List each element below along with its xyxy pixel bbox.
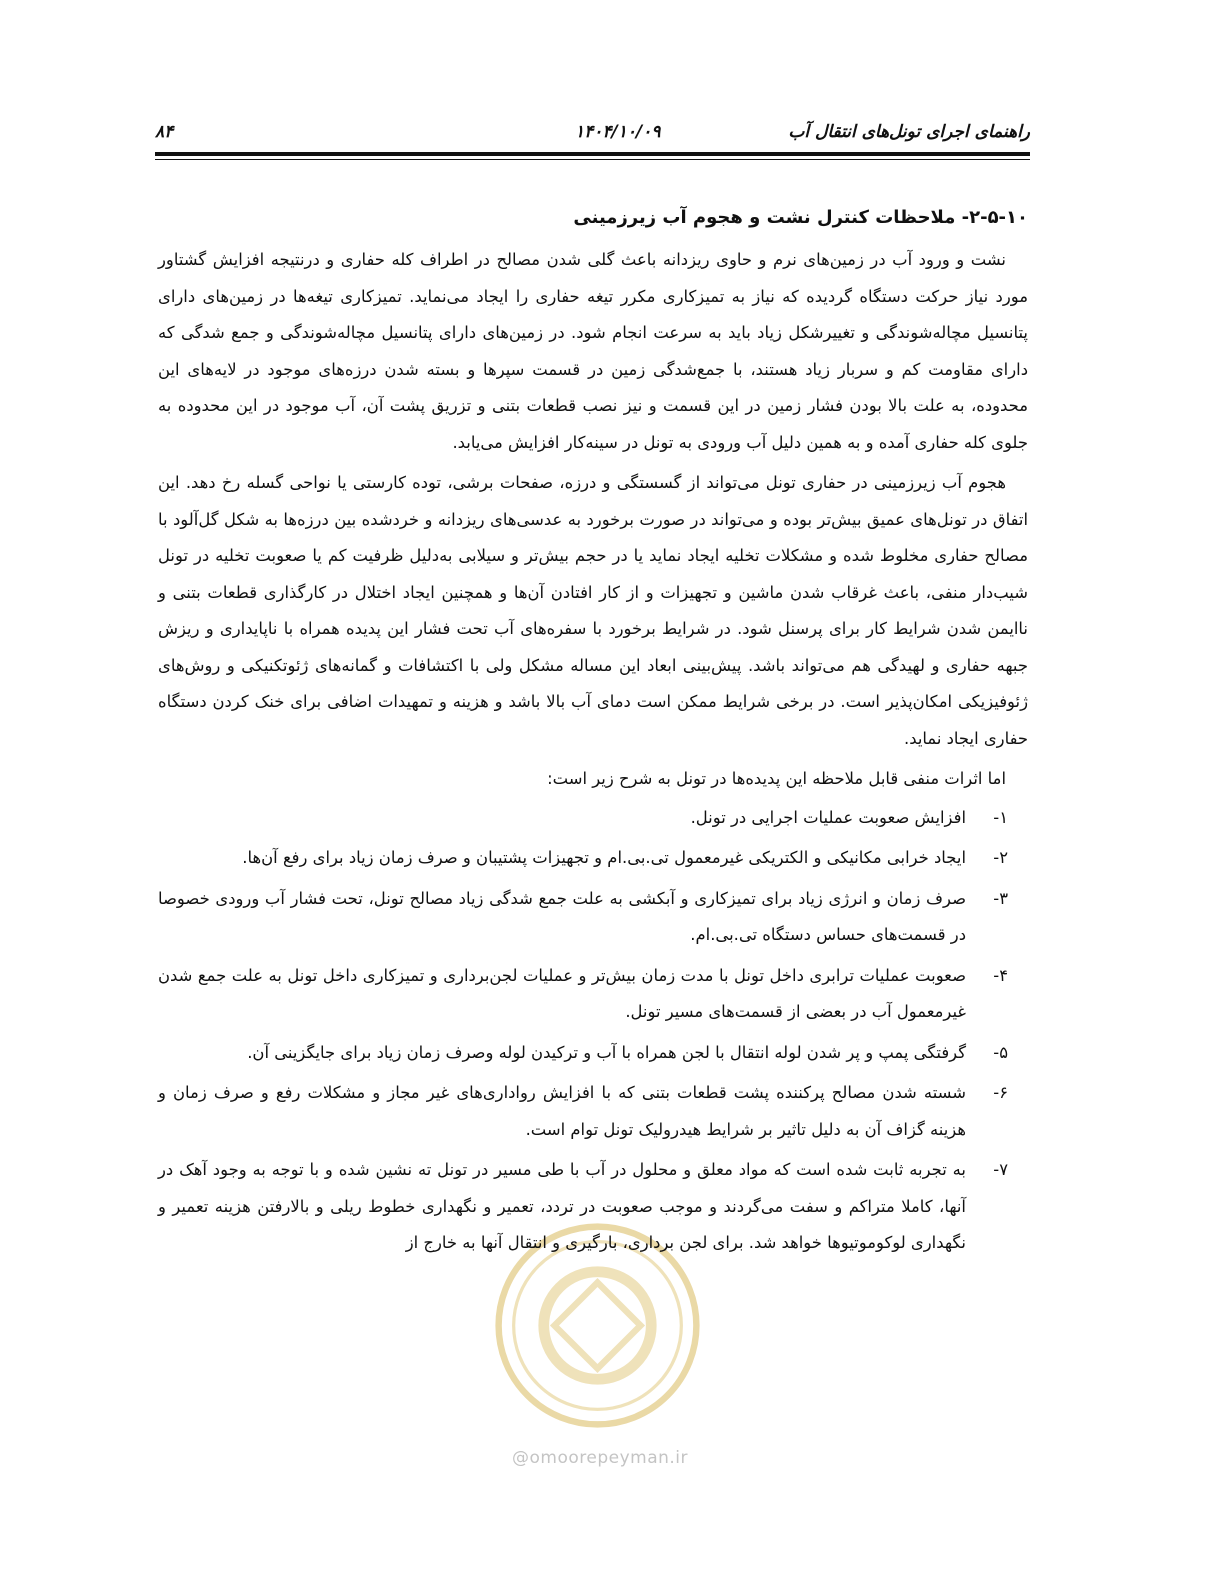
list-item-number: ۳- [993, 888, 1008, 908]
section-heading: ۲-۵-۱۰- ملاحظات کنترل نشت و هجوم آب زیرزمینی [573, 207, 1028, 228]
paragraph: هجوم آب زیرزمینی در حفاری تونل می‌تواند از گسستگی و درزه، صفحات برشی، توده کارستی یا نواحی گسله رخ دهد. این اتفاق در تونل‌های عمیق بیش‌تر بوده و می‌تواند در صورت برخورد به عدسی‌های ریزدانه و خردشده بین درزه‌ها به شکل گل‌آلود با مصالح حفاری مخلوط شده و مشکلات تخلیه ایجاد نماید یا در حجم بیش‌تر و سیلابی به‌دلیل ظرفیت کم یا صعوبت تخلیه در تونل شیب‌دار منفی، باعث غرقاب شدن ماشین و تجهیزات و از کار افتادن آن‌ها و همچنین ایجاد اختلال در کارگذاری قطعات بتنی و ناایمن شدن شرایط کار برای پرسنل شود. در شرایط برخورد با سفره‌های آب تحت فشار این پدیده همراه با ناپایداری و ریزش جبهه حفاری و لهیدگی هم می‌تواند باشد. پیش‌بینی ابعاد این مساله مشکل ولی با اکتشافات و گمانه‌های ژئوتکنیکی و روش‌های ژئوفیزیکی امکان‌پذیر است. در برخی شرایط ممکن است دمای آب بالا باشد و هزینه و تمهیدات اضافی برای خنک کردن دستگاه حفاری ایجاد نماید. [158, 473, 1028, 748]
list-item [158, 881, 1028, 954]
list-item-text: ایجاد خرابی مکانیکی و الکتریکی غیرمعمول تی.بی.ام و تجهیزات پشتیبان و صرف زمان زیاد برای رفع آن‌ها. [242, 848, 966, 867]
list-item-text: به تجربه ثابت شده است که مواد معلق و محلول در آب با طی مسیر در تونل ته نشین شده و با توجه به وجود آهک در آنها، کاملا متراکم و سفت می‌گردند و موجب صعوبت در تردد، تعمیر و نگهداری خطوط ریلی و بالارفتن هزینه تعمیر و نگهداری لوکوموتیوها خواهد شد. برای لجن برداری، بارگیری و انتقال آنها به خارج از [158, 1160, 966, 1252]
effects-list [158, 800, 1028, 1262]
list-item-text: صعوبت عملیات ترابری داخل تونل با مدت زمان بیش‌تر و عملیات لجن‌برداری و تمیزکاری داخل تونل به علت جمع شدن غیرمعمول آب در بعضی از قسمت‌های مسیر تونل. [158, 965, 966, 1021]
list-item [158, 1035, 1028, 1072]
page-number: ۸۴ [155, 122, 174, 142]
list-item-number: ۱- [993, 807, 1008, 827]
list-item-number: ۲- [993, 848, 1008, 867]
list-item-number: ۵- [993, 1042, 1008, 1062]
list-item-text: گرفتگی پمپ و پر شدن لوله انتقال با لجن همراه با آب و ترکیدن لوله وصرف زمان زیاد برای جایگزینی آن. [247, 1042, 966, 1062]
list-item-number: ۶- [993, 1083, 1008, 1102]
header-title: راهنمای اجرای تونل‌های انتقال آب [788, 122, 1030, 142]
list-item-text: شسته شدن مصالح پرکننده پشت قطعات بتنی که با افزایش رواداری‌های غیر مجاز و مشکلات رفع و صرف زمان و هزینه گزاف آن به دلیل تاثیر بر شرایط هیدرولیک تونل توام است. [158, 1083, 966, 1139]
header-rule-thick [155, 152, 1030, 156]
page-content [158, 200, 1028, 1266]
list-intro: اما اثرات منفی قابل ملاحظه این پدیده‌ها در تونل به شرح زیر است: [547, 769, 1006, 788]
header-date: ۱۴۰۴/۱۰/۰۹ [575, 122, 661, 142]
list-item-text: افزایش صعوبت عملیات اجرایی در تونل. [690, 807, 966, 827]
header-rule-thin [155, 159, 1030, 160]
list-item-text: صرف زمان و انرژی زیاد برای تمیزکاری و آبکشی به علت جمع شدگی زیاد مصالح تونل، تحت فشار آب ورودی خصوصا در قسمت‌های حساس دستگاه تی.بی.ام. [158, 888, 966, 944]
watermark-site: @omoorepeyman.ir [512, 1448, 689, 1468]
list-item-number: ۷- [993, 1160, 1008, 1179]
list-item [158, 840, 1028, 877]
list-item-number: ۴- [993, 965, 1008, 985]
list-item [158, 1075, 1028, 1148]
list-item [158, 958, 1028, 1031]
list-item [158, 800, 1028, 837]
list-item [158, 1152, 1028, 1262]
paragraph: نشت و ورود آب در زمین‌های نرم و حاوی ریزدانه باعث گلی شدن مصالح در اطراف کله حفاری و درنتیجه افزایش گشتاور مورد نیاز حرکت دستگاه گردیده که نیاز به تمیزکاری مکرر تیغه حفاری را ایجاد می‌نماید. تمیزکاری تیغه‌ها در زمین‌های دارای پتانسیل مچاله‌شوندگی و تغییرشکل زیاد باید به سرعت انجام شود. در زمین‌های دارای پتانسیل مچاله‌شوندگی و جمع شدگی که دارای مقاومت کم و سربار زیاد هستند، با جمع‌شدگی زمین در قسمت سپرها و بسته شدن درزه‌های موجود در لایه‌های این محدوده، به علت بالا بودن فشار زمین در این قسمت و نیز نصب قطعات بتنی و تزریق پشت آن، آب موجود در این محدوده به جلوی کله حفاری آمده و به همین دلیل آب ورودی به تونل در سینه‌کار افزایش می‌یابد. [158, 250, 1028, 452]
page-header [155, 118, 1030, 148]
